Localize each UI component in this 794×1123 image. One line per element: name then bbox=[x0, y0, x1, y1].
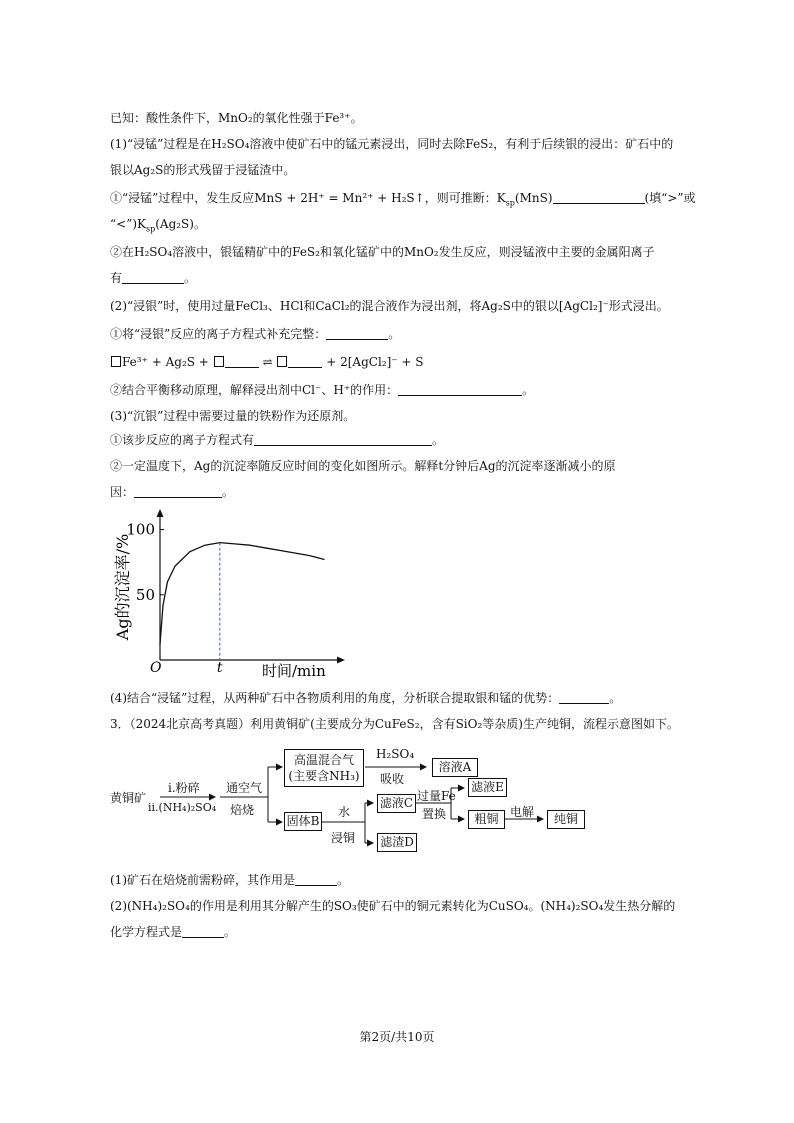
text-segment: (4)结合“浸锰”过程，从两种矿石中各物质利用的角度，分析联合提取银和锰的优势： bbox=[110, 691, 560, 705]
text-line bbox=[110, 382, 534, 398]
answer-blank[interactable] bbox=[553, 191, 645, 204]
ore-label: 黄铜矿 bbox=[110, 791, 147, 805]
text-line: 银以Ag₂S的形式残留于浸锰渣中。 bbox=[110, 163, 296, 177]
text-line bbox=[110, 270, 196, 286]
gas-line-1: 高温混合气 bbox=[293, 753, 354, 767]
filtrate-c-box: 滤液C bbox=[377, 794, 416, 813]
text-line: (2)“浸银”时，使用过量FeCl₃、HCl和CaCl₂的混合液作为浸出剂，将Ag₂S中的银以[AgCl₂]⁻形式浸出。 bbox=[110, 299, 669, 313]
coefficient-box[interactable] bbox=[277, 356, 287, 367]
text-line bbox=[110, 190, 696, 211]
text-segment: 。 bbox=[222, 485, 235, 499]
text-line bbox=[110, 432, 444, 448]
filtrate-e-box: 滤液E bbox=[468, 778, 507, 797]
text-segment: 有 bbox=[110, 271, 123, 285]
text-segment: 化学方程式是 bbox=[110, 925, 183, 939]
answer-blank[interactable] bbox=[254, 433, 432, 446]
text-segment: Fe³⁺ + Ag₂S + bbox=[122, 355, 209, 369]
answer-blank[interactable] bbox=[122, 271, 184, 284]
roast-label: 焙烧 bbox=[230, 803, 255, 817]
equilibrium-arrow-icon: ⇌ bbox=[262, 355, 273, 369]
text-line bbox=[110, 484, 234, 500]
text-segment: 。 bbox=[432, 433, 445, 447]
text-line: 已知：酸性条件下，MnO₂的氧化性强于Fe³⁺。 bbox=[110, 111, 363, 125]
text-segment: (Ag₂S)。 bbox=[155, 217, 206, 231]
displace-reagent-label: 过量Fe bbox=[417, 789, 456, 803]
y-axis-arrow-icon bbox=[157, 509, 164, 517]
text-segment: 。 bbox=[337, 873, 350, 887]
leach-label: 浸铜 bbox=[331, 831, 356, 845]
text-segment: ②结合平衡移动原理，解释浸出剂中Cl⁻、H⁺的作用： bbox=[110, 383, 399, 397]
solid-b-box: 固体B bbox=[284, 812, 322, 831]
page-footer: 第2页/共10页 bbox=[359, 1030, 435, 1044]
text-segment: 。 bbox=[224, 925, 237, 939]
pure-copper-box: 纯铜 bbox=[547, 810, 585, 829]
text-segment: “<”)K bbox=[110, 217, 146, 231]
process-flow-diagram bbox=[110, 745, 590, 857]
gas-line-2: (主要含NH₃) bbox=[288, 769, 360, 783]
equation-line bbox=[110, 354, 424, 370]
x-axis-arrow-icon bbox=[337, 657, 345, 664]
coefficient-box[interactable] bbox=[111, 356, 121, 367]
text-segment: + 2[AgCl₂]⁻ + S bbox=[326, 355, 424, 369]
absorb-reagent-label: H₂SO₄ bbox=[376, 747, 415, 761]
answer-blank[interactable] bbox=[134, 485, 222, 498]
text-line: (1)“浸锰”过程是在H₂SO₄溶液中使矿石中的锰元素浸出，同时去除FeS₂，有利于后续银的浸出：矿石中的 bbox=[110, 137, 674, 151]
text-segment: ①“浸锰”过程中，发生反应MnS + 2H⁺ = Mn²⁺ + H₂S↑，则可推断：K bbox=[110, 191, 506, 205]
text-line: (2)(NH₄)₂SO₄的作用是利用其分解产生的SO₃使矿石中的铜元素转化为CuSO₄。(NH₄)₂SO₄发生热分解的 bbox=[110, 899, 676, 913]
text-segment: ①将“浸银”反应的离子方程式补充完整： bbox=[110, 327, 327, 341]
text-line: ②在H₂SO₄溶液中，银锰精矿中的FeS₂和氧化锰矿中的MnO₂发生反应，则浸锰液中主要的金属阳离子 bbox=[110, 245, 655, 259]
origin-label: O bbox=[150, 660, 162, 676]
question-heading: 3．（2024北京高考真题）利用黄铜矿(主要成分为CuFeS₂，含有SiO₂等杂质)生产纯铜，流程示意图如下。 bbox=[110, 717, 679, 731]
step1-label: i.粉碎 bbox=[168, 781, 200, 795]
text-line: ②一定温度下，Ag的沉淀率随反应时间的变化如图所示。解释t分钟后Ag的沉淀率逐渐减小的原 bbox=[110, 459, 616, 473]
x-axis-label: 时间/min bbox=[262, 662, 326, 680]
absorb-label: 吸收 bbox=[380, 772, 405, 786]
x-tick-label-t: t bbox=[216, 660, 223, 676]
solution-a-box: 溶液A bbox=[432, 758, 478, 777]
step1-reagent-label: ii.(NH₄)₂SO₄ bbox=[148, 801, 217, 814]
answer-blank[interactable] bbox=[182, 925, 224, 938]
subscript: sp bbox=[145, 224, 156, 234]
y-axis-label: Ag的沉淀率/% bbox=[113, 533, 132, 641]
displace-label: 置换 bbox=[422, 807, 447, 821]
answer-blank[interactable] bbox=[288, 355, 322, 368]
text-line bbox=[110, 872, 349, 888]
text-segment: 因： bbox=[110, 485, 135, 499]
coefficient-box[interactable] bbox=[214, 356, 224, 367]
leach-water-label: 水 bbox=[338, 805, 351, 819]
series-line bbox=[160, 543, 325, 645]
residue-d-box: 滤渣D bbox=[377, 833, 417, 852]
text-segment: 。 bbox=[609, 691, 622, 705]
answer-blank[interactable] bbox=[225, 355, 259, 368]
text-line bbox=[110, 326, 400, 342]
text-line: (3)“沉银”过程中需要过量的铁粉作为还原剂。 bbox=[110, 409, 356, 423]
text-segment: 。 bbox=[184, 271, 197, 285]
subscript: sp bbox=[505, 198, 515, 208]
answer-blank[interactable] bbox=[326, 327, 388, 340]
text-segment: (MnS) bbox=[514, 191, 553, 205]
gas-box bbox=[284, 749, 364, 787]
text-line bbox=[110, 216, 206, 237]
text-line bbox=[110, 924, 236, 940]
text-segment: ①该步反应的离子方程式有 bbox=[110, 433, 255, 447]
crude-copper-box: 粗铜 bbox=[468, 810, 505, 829]
text-line bbox=[110, 690, 621, 706]
answer-blank[interactable] bbox=[559, 691, 609, 704]
precipitation-rate-chart bbox=[110, 505, 350, 683]
roast-air-label: 通空气 bbox=[226, 781, 263, 795]
electrolysis-label: 电解 bbox=[510, 805, 535, 819]
text-segment: 。 bbox=[522, 383, 535, 397]
y-tick-label: 50 bbox=[135, 585, 155, 604]
text-segment: 。 bbox=[388, 327, 401, 341]
answer-blank[interactable] bbox=[398, 383, 522, 396]
y-tick-label: 100 bbox=[126, 520, 155, 539]
answer-blank[interactable] bbox=[295, 873, 337, 886]
text-segment: (填“>”或 bbox=[644, 191, 696, 205]
text-segment: (1)矿石在焙烧前需粉碎，其作用是 bbox=[110, 873, 295, 887]
